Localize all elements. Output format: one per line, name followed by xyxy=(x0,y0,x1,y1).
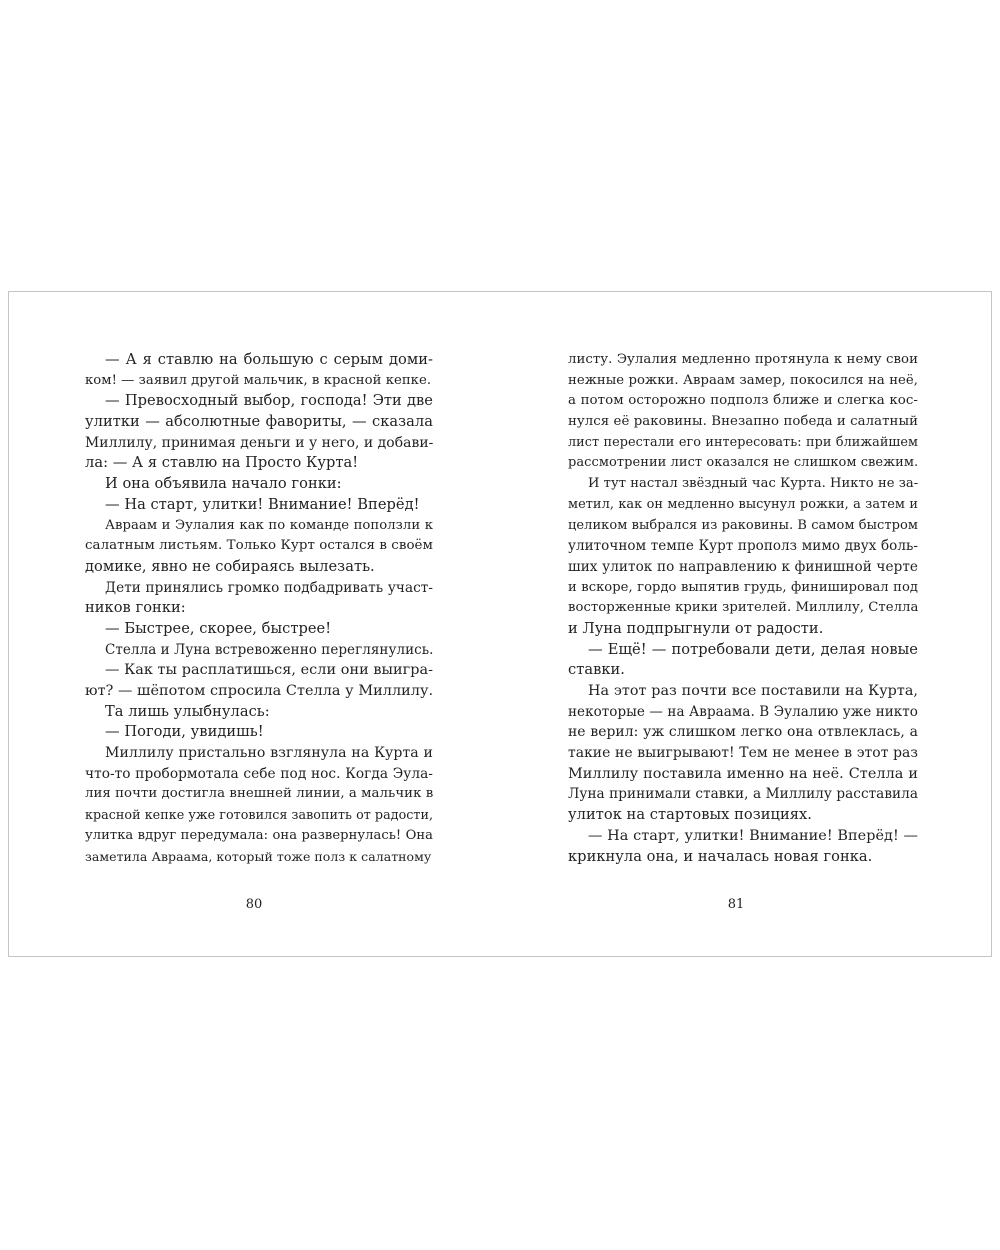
text-line: целиком выбрался из раковины. В самом быстром xyxy=(568,517,918,533)
text-line: — Как ты расплатишься, если они выигра- xyxy=(105,662,434,679)
text-line: восторженные крики зрителей. Миллилу, Стелла xyxy=(568,600,919,616)
paragraph xyxy=(85,516,433,578)
paragraph xyxy=(85,619,433,640)
paragraph xyxy=(85,722,433,743)
text-line: листу. Эулалия медленно протянула к нему свои xyxy=(568,352,918,367)
paragraph xyxy=(568,474,918,640)
text-line: заметила Авраама, который тоже полз к салатному xyxy=(85,848,432,864)
paragraph xyxy=(85,391,433,474)
paragraph xyxy=(85,578,433,619)
text-line: — А я ставлю на большую с серым доми- xyxy=(105,351,433,368)
text-line: ставки. xyxy=(568,661,626,679)
text-line: домике, явно не собираясь вылезать. xyxy=(85,557,375,575)
text-line: Та лишь улыбнулась: xyxy=(105,702,270,720)
text-line: На этот раз почти все поставили на Курта, xyxy=(588,683,918,699)
text-line: И она объявила начало гонки: xyxy=(105,475,342,493)
text-line: Стелла и Луна встревоженно переглянулись. xyxy=(105,641,434,658)
paragraph xyxy=(568,350,918,474)
text-line: крикнула она, и началась новая гонка. xyxy=(568,847,873,865)
text-line: салатным листьям. Только Курт остался в своём xyxy=(85,538,433,554)
text-line: ла: — А я ставлю на Просто Курта! xyxy=(85,454,359,472)
paragraph xyxy=(85,350,433,391)
text-line: и Луна подпрыгнули от радости. xyxy=(568,619,824,637)
text-line: улитки — абсолютные фавориты, — сказала xyxy=(85,413,433,431)
right-page-number: 81 xyxy=(727,897,745,912)
paragraph xyxy=(568,826,918,867)
paragraph xyxy=(85,640,433,661)
text-line: ют? — шёпотом спросила Стелла у Миллилу. xyxy=(85,683,434,699)
paragraph xyxy=(85,702,433,723)
text-line: — На старт, улитки! Внимание! Вперёд! — xyxy=(588,827,918,844)
text-line: — Ещё! — потребовали дети, делая новые xyxy=(588,640,918,658)
text-line: Авраам и Эулалия как по команде поползли к xyxy=(105,517,433,533)
paragraph xyxy=(85,743,433,867)
text-line: лист перестали его интересовать: при ближайшем xyxy=(568,434,918,450)
text-line: Миллилу пристально взглянула на Курта и xyxy=(105,745,433,762)
text-line: И тут настал звёздный час Курта. Никто не за- xyxy=(588,476,919,492)
book-spread xyxy=(8,291,992,957)
text-line: лия почти достигла внешней линии, а мальчик в xyxy=(85,786,434,802)
text-line: Миллилу, принимая деньги и у него, и добави- xyxy=(85,434,434,451)
text-line: — Быстрее, скорее, быстрее! xyxy=(105,619,332,637)
left-page-number: 80 xyxy=(245,897,263,912)
right-page-text xyxy=(568,350,918,867)
text-line: и вскоре, гордо выпятив грудь, финишировал под xyxy=(568,579,918,595)
paragraph xyxy=(85,495,433,516)
text-line: Луна принимали ставки, а Миллилу расставила xyxy=(568,786,918,803)
paragraph xyxy=(85,660,433,701)
text-line: такие не выигрывают! Тем не менее в этот раз xyxy=(568,745,918,762)
paragraph xyxy=(85,474,433,495)
text-line: рассмотрении лист оказался не слишком свежим. xyxy=(568,455,919,471)
text-line: улиточном темпе Курт прополз мимо двух боль- xyxy=(568,538,918,555)
text-line: Миллилу поставила именно на неё. Стелла и xyxy=(568,765,918,782)
text-line: нежные рожки. Авраам замер, покосился на неё, xyxy=(568,372,918,388)
paragraph xyxy=(568,640,918,681)
text-line: — На старт, улитки! Внимание! Вперёд! xyxy=(105,495,420,513)
left-page-text xyxy=(85,350,433,867)
text-line: не верил: уж слишком легко она отвлеклась, а xyxy=(568,724,918,741)
left-page xyxy=(9,292,501,956)
text-line: красной кепке уже готовился завопить от радости, xyxy=(85,807,434,823)
text-line: некоторые — на Авраама. В Эулалию уже никто xyxy=(568,703,918,720)
text-line: — Превосходный выбор, господа! Эти две xyxy=(105,392,433,410)
paragraph xyxy=(568,681,918,826)
text-line: ших улиток по направлению к финишной черте xyxy=(568,558,918,575)
text-line: нулся её раковины. Внезапно победа и салатный xyxy=(568,414,918,430)
text-line: улиток на стартовых позициях. xyxy=(568,806,812,824)
text-line: — Погоди, увидишь! xyxy=(105,723,264,741)
text-line: улитка вдруг передумала: она развернулась! Она xyxy=(85,827,433,843)
text-line: Дети принялись громко подбадривать участ- xyxy=(105,579,433,596)
text-line: ком! — заявил другой мальчик, в красной кепке. xyxy=(85,372,432,388)
text-line: что-то пробормотала себе под нос. Когда Эула- xyxy=(85,765,433,782)
text-line: а потом осторожно подполз ближе и слегка кос- xyxy=(568,393,918,409)
text-line: ников гонки: xyxy=(85,599,186,617)
text-line: метил, как он медленно высунул рожки, а затем и xyxy=(568,496,918,512)
right-page xyxy=(501,292,993,956)
